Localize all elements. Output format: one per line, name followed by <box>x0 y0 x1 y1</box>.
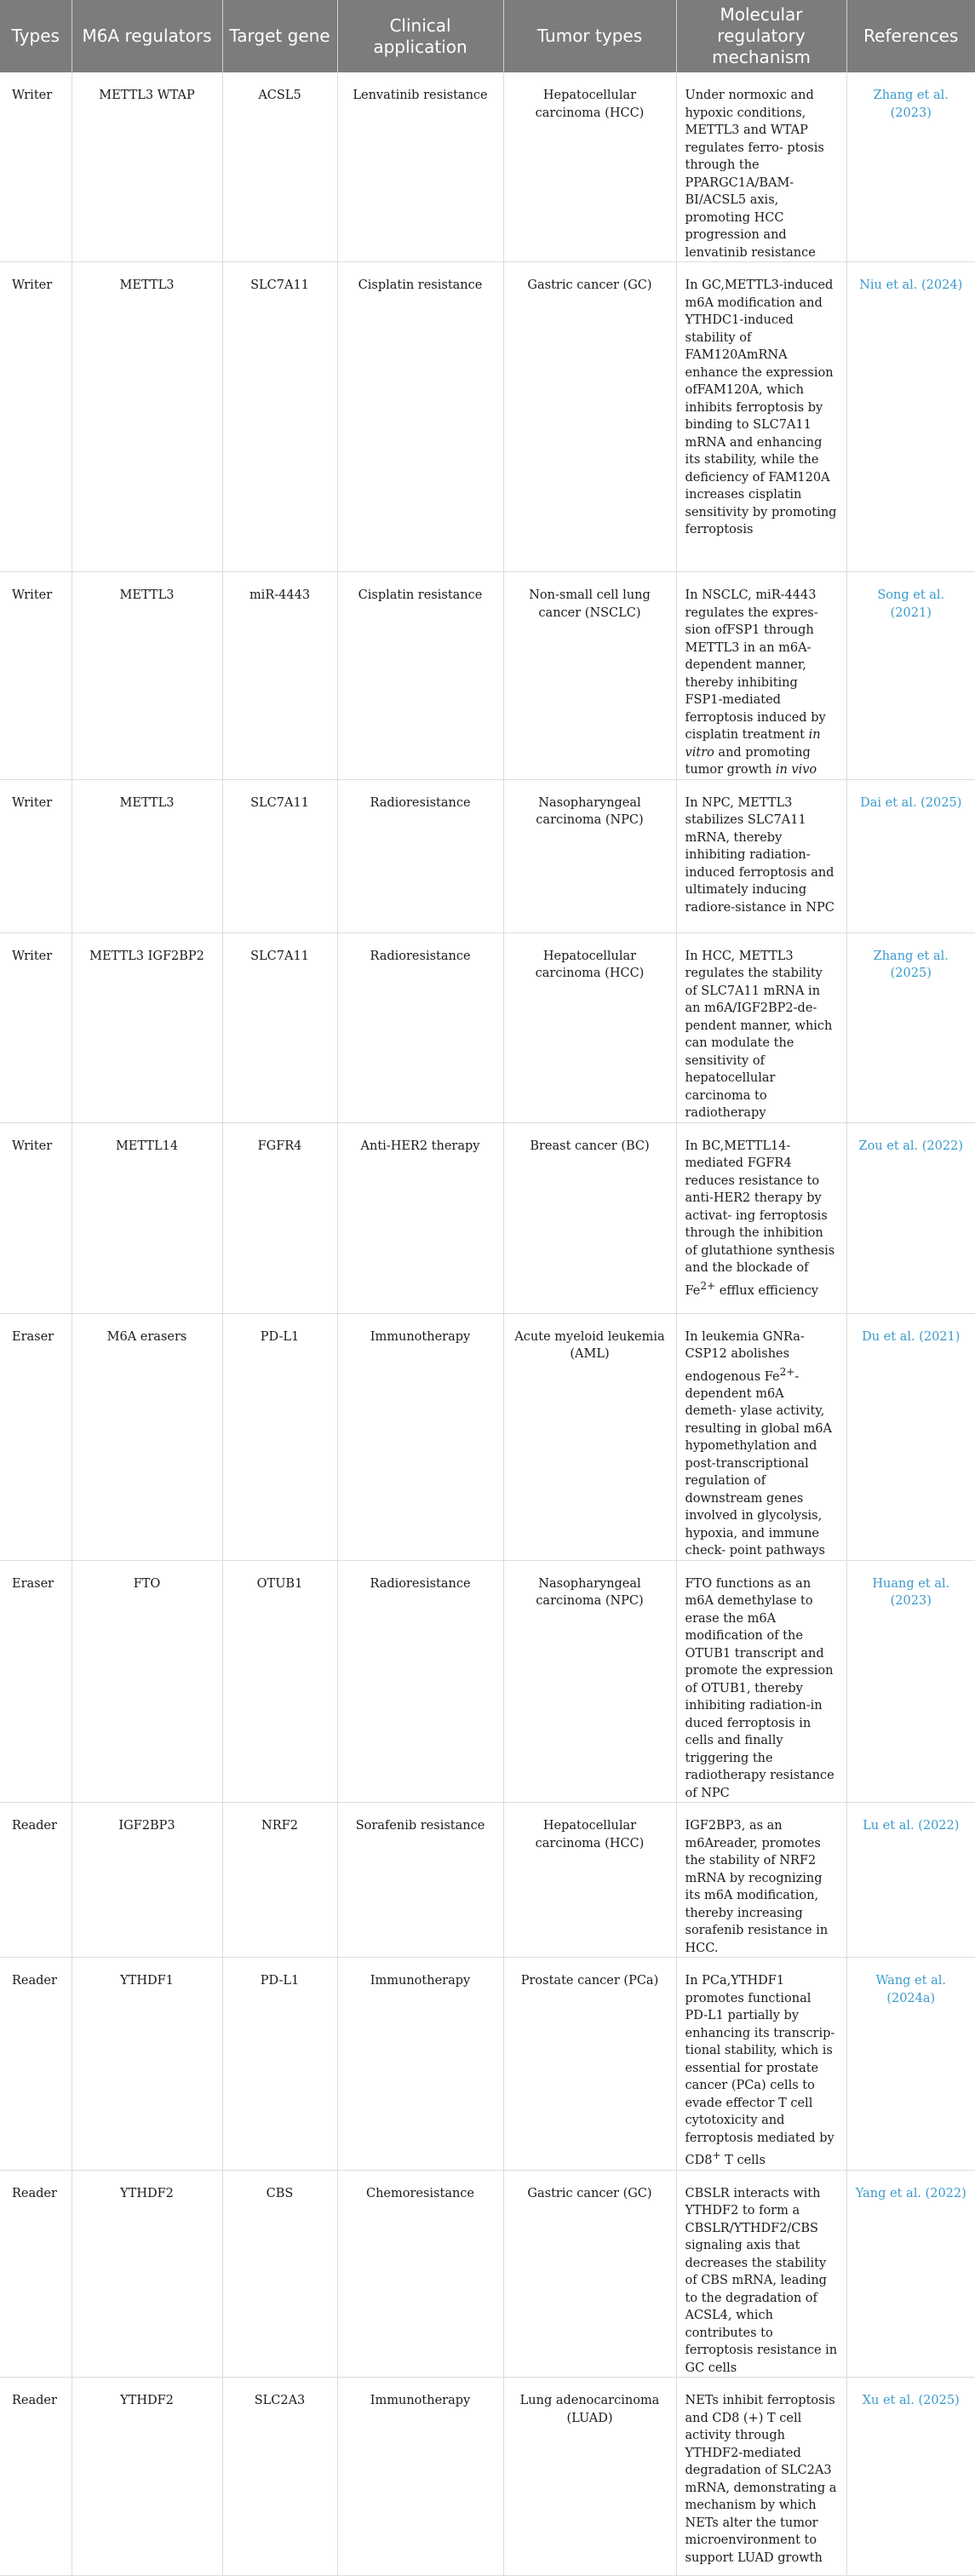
clinical-application-cell: Sorafenib resistance <box>337 1803 503 1958</box>
tumor-type-cell: Non-small cell lung cancer (NSCLC) <box>503 572 676 780</box>
table-body <box>0 72 975 2576</box>
mechanism-text: and promoting tumor growth <box>685 745 811 777</box>
reference-link[interactable]: Lu et al. (2022) <box>863 1819 960 1833</box>
type-cell: Writer <box>0 1122 72 1313</box>
header-target-gene: Target gene <box>222 0 337 72</box>
clinical-application-cell: Immunotherapy <box>337 1958 503 2170</box>
clinical-application-cell: Cisplatin resistance <box>337 262 503 572</box>
type-cell: Writer <box>0 72 72 262</box>
mechanism-cell: Under normoxic and hypoxic conditions, METTL3 and WTAP regulates ferro- ptosis through the PPARGC1A/BAM-BI/ACSL5 axis, promoting HCC progression and lenvatinib resistance <box>676 72 846 262</box>
table-header <box>0 0 975 72</box>
regulator-cell: METTL3 <box>72 572 222 780</box>
mechanism-text: In PCa,YTHDF1 promotes functional PD-L1 partially by enhancing its transcrip- tional stability, which is essential for prostate cancer (PCa) cells to evade effector T cell cytotoxicity and ferroptosis mediated by CD8 <box>685 1974 835 2168</box>
table-row <box>0 572 975 780</box>
mechanism-text: In BC,METTL14-mediated FGFR4 reduces resistance to anti-HER2 therapy by activat- ing ferroptosis through the inhibition of glutathione synthesis and the blockade of Fe <box>685 1139 835 1298</box>
table-row <box>0 779 975 932</box>
table-row <box>0 1803 975 1958</box>
mechanism-cell <box>676 572 846 780</box>
header-regulators: M6A regulators <box>72 0 222 72</box>
tumor-type-cell: Acute myeloid leukemia (AML) <box>503 1313 676 1560</box>
regulator-cell: FTO <box>72 1560 222 1803</box>
mechanism-cell: IGF2BP3, as an m6Areader, promotes the stability of NRF2 mRNA by recognizing its m6A modification, thereby increasing sorafenib resistance in HCC. <box>676 1803 846 1958</box>
regulator-cell: METTL3 WTAP <box>72 72 222 262</box>
target-gene-cell: PD-L1 <box>222 1958 337 2170</box>
tumor-type-cell: Breast cancer (BC) <box>503 1122 676 1313</box>
type-cell: Eraser <box>0 1313 72 1560</box>
tumor-type-cell: Hepatocellular carcinoma (HCC) <box>503 1803 676 1958</box>
type-cell: Writer <box>0 262 72 572</box>
regulator-cell: YTHDF1 <box>72 1958 222 2170</box>
reference-link[interactable]: Xu et al. (2025) <box>862 2394 960 2408</box>
reference-link[interactable]: Dai et al. (2025) <box>860 795 962 810</box>
mechanism-cell <box>676 1122 846 1313</box>
clinical-application-cell: Lenvatinib resistance <box>337 72 503 262</box>
reference-link[interactable]: Huang et al. (2023) <box>872 1576 950 1609</box>
table-row <box>0 72 975 262</box>
type-cell: Writer <box>0 779 72 932</box>
target-gene-cell: ACSL5 <box>222 72 337 262</box>
mechanism-cell <box>676 1958 846 2170</box>
type-cell: Eraser <box>0 1560 72 1803</box>
mechanism-cell: In GC,METTL3-induced m6A modification and YTHDC1-induced stability of FAM120AmRNA enhance the expression ofFAM120A, which inhibits ferroptosis by binding to SLC7A11 mRNA and enhancing its stability, while the deficiency of FAM120A increases cisplatin sensitivity by promoting ferroptosis <box>676 262 846 572</box>
type-cell: Reader <box>0 2378 72 2576</box>
regulator-cell: METTL3 <box>72 779 222 932</box>
table-row <box>0 2378 975 2576</box>
mechanism-text: -dependent m6A demeth- ylase activity, resulting in global m6A hypomethylation and post-transcriptional regulation of downstream genes involved in glycolysis, hypoxia, and immune check- point pathways <box>685 1369 832 1558</box>
tumor-type-cell: Hepatocellular carcinoma (HCC) <box>503 72 676 262</box>
mechanism-cell: In HCC, METTL3 regulates the stability of SLC7A11 mRNA in an m6A/IGF2BP2-de- pendent manner, which can modulate the sensitivity of hepatocellular carcinoma to radiotherapy <box>676 932 846 1122</box>
table-row <box>0 2170 975 2378</box>
reference-link[interactable]: Zhang et al. (2025) <box>873 949 949 980</box>
target-gene-cell: NRF2 <box>222 1803 337 1958</box>
reference-link[interactable]: Yang et al. (2022) <box>855 2186 966 2200</box>
header-references: References <box>846 0 975 72</box>
mechanism-cell <box>676 1313 846 1560</box>
mechanism-superscript: + <box>712 2149 721 2162</box>
mechanism-superscript: 2+ <box>700 1279 716 1292</box>
mechanism-superscript: 2+ <box>779 1365 795 1378</box>
regulator-cell: YTHDF2 <box>72 2170 222 2378</box>
target-gene-cell: miR-4443 <box>222 572 337 780</box>
tumor-type-cell: Gastric cancer (GC) <box>503 262 676 572</box>
reference-link[interactable]: Wang et al. (2024a) <box>875 1974 946 2005</box>
target-gene-cell: SLC2A3 <box>222 2378 337 2576</box>
target-gene-cell: CBS <box>222 2170 337 2378</box>
mechanism-text: T cells <box>720 2154 766 2168</box>
target-gene-cell: OTUB1 <box>222 1560 337 1803</box>
clinical-application-cell: Radioresistance <box>337 932 503 1122</box>
mechanism-text: In leukemia GNRa-CSP12 abolishes endogenous Fe <box>685 1329 805 1384</box>
reference-link[interactable]: Zhang et al. (2023) <box>873 89 949 120</box>
target-gene-cell: PD-L1 <box>222 1313 337 1560</box>
clinical-application-cell: Immunotherapy <box>337 2378 503 2576</box>
regulator-cell: METTL3 IGF2BP2 <box>72 932 222 1122</box>
reference-link[interactable]: Niu et al. (2024) <box>859 278 963 292</box>
clinical-application-cell: Chemoresistance <box>337 2170 503 2378</box>
tumor-type-cell: Lung adenocarcinoma (LUAD) <box>503 2378 676 2576</box>
reference-link[interactable]: Zou et al. (2022) <box>858 1139 963 1153</box>
table-row <box>0 932 975 1122</box>
clinical-application-cell: Anti-HER2 therapy <box>337 1122 503 1313</box>
header-mechanism: Molecular regulatory mechanism <box>676 0 846 72</box>
clinical-application-cell: Immunotherapy <box>337 1313 503 1560</box>
mechanism-cell: In NPC, METTL3 stabilizes SLC7A11 mRNA, thereby inhibiting radiation-induced ferroptosis and ultimately inducing radiore-sistance in NPC <box>676 779 846 932</box>
tumor-type-cell: Nasopharyngeal carcinoma (NPC) <box>503 1560 676 1803</box>
type-cell: Reader <box>0 1958 72 2170</box>
table-row <box>0 1122 975 1313</box>
table-row <box>0 1313 975 1560</box>
reference-link[interactable]: Du et al. (2021) <box>862 1329 961 1344</box>
mechanism-cell: FTO functions as an m6A demethylase to erase the m6A modification of the OTUB1 transcript and promote the expression of OTUB1, thereby inhibiting radiation-in duced ferroptosis in cells and finally triggering the radiotherapy resistance of NPC <box>676 1560 846 1803</box>
type-cell: Reader <box>0 2170 72 2378</box>
table-row <box>0 262 975 572</box>
regulator-cell: IGF2BP3 <box>72 1803 222 1958</box>
mechanism-italic-text: in vivo <box>775 763 817 777</box>
regulator-cell: METTL14 <box>72 1122 222 1313</box>
type-cell: Writer <box>0 572 72 780</box>
header-types: Types <box>0 0 72 72</box>
type-cell: Writer <box>0 932 72 1122</box>
mechanism-text: efflux efficiency <box>715 1283 818 1298</box>
target-gene-cell: SLC7A11 <box>222 779 337 932</box>
clinical-application-cell: Radioresistance <box>337 779 503 932</box>
table-row <box>0 1958 975 2170</box>
header-tumor-types: Tumor types <box>503 0 676 72</box>
clinical-application-cell: Radioresistance <box>337 1560 503 1803</box>
tumor-type-cell: Gastric cancer (GC) <box>503 2170 676 2378</box>
mechanism-italic-text: in vitro <box>685 728 821 760</box>
reference-link[interactable]: Song et al. (2021) <box>877 588 945 620</box>
regulator-cell: METTL3 <box>72 262 222 572</box>
clinical-application-cell: Cisplatin resistance <box>337 572 503 780</box>
regulator-cell: YTHDF2 <box>72 2378 222 2576</box>
mechanism-text: In NSCLC, miR-4443 regulates the expres- sion ofFSP1 through METTL3 in an m6A-dependent manner, thereby inhibiting FSP1-mediated ferroptosis induced by cisplatin treatment <box>685 588 826 742</box>
table-row <box>0 1560 975 1803</box>
tumor-type-cell: Nasopharyngeal carcinoma (NPC) <box>503 779 676 932</box>
target-gene-cell: SLC7A11 <box>222 262 337 572</box>
target-gene-cell: FGFR4 <box>222 1122 337 1313</box>
regulator-cell: M6A erasers <box>72 1313 222 1560</box>
mechanism-cell: CBSLR interacts with YTHDF2 to form a CBSLR/YTHDF2/CBS signaling axis that decreases the stability of CBS mRNA, leading to the degradation of ACSL4, which contributes to ferroptosis resistance in GC cells <box>676 2170 846 2378</box>
header-row <box>0 0 975 72</box>
tumor-type-cell: Prostate cancer (PCa) <box>503 1958 676 2170</box>
mechanism-cell: NETs inhibit ferroptosis and CD8 (+) T cell activity through YTHDF2-mediated degradation of SLC2A3 mRNA, demonstrating a mechanism by which NETs alter the tumor microenvironment to support LUAD growth <box>676 2378 846 2576</box>
target-gene-cell: SLC7A11 <box>222 932 337 1122</box>
type-cell: Reader <box>0 1803 72 1958</box>
header-clinical-application: Clinical application <box>337 0 503 72</box>
tumor-type-cell: Hepatocellular carcinoma (HCC) <box>503 932 676 1122</box>
